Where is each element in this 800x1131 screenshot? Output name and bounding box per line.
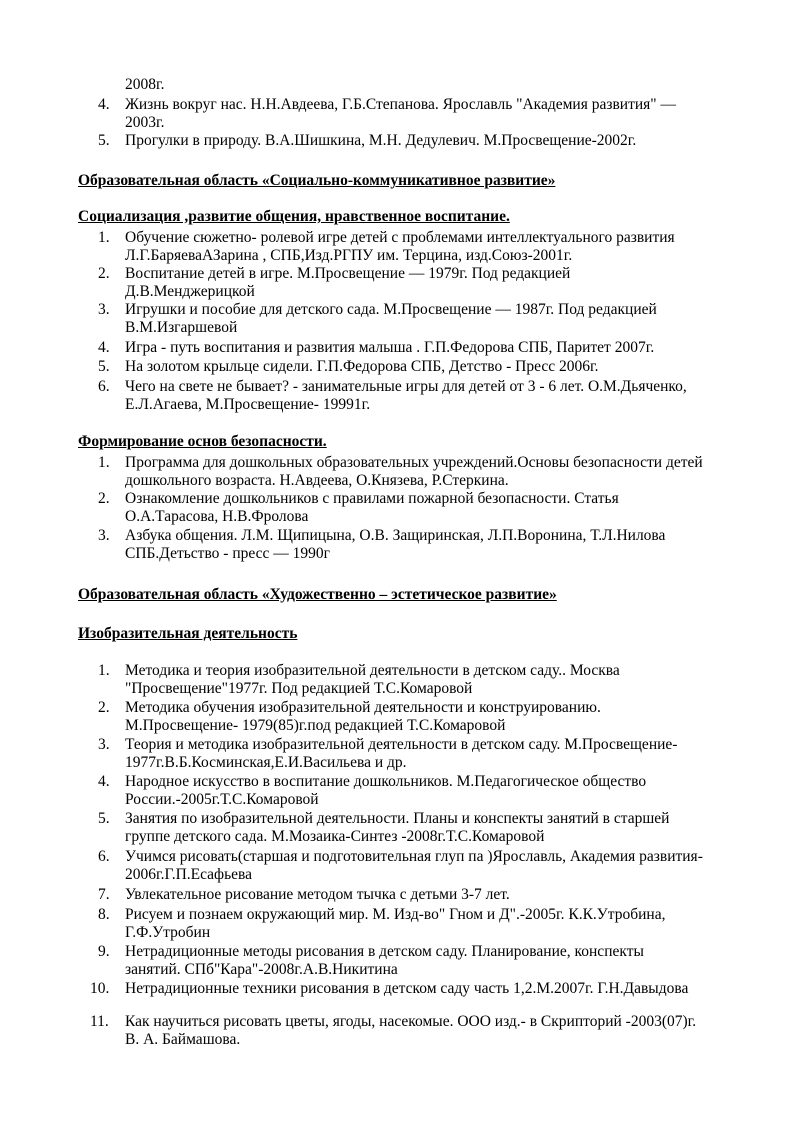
list-item-number: 5. [98,132,110,149]
list-item-line: России.-2005г.Т.С.Комаровой [125,791,319,808]
list-item-line: Методика обучения изобразительной деятельности и конструированию. [125,699,601,716]
heading-artistic-aesthetic: Образовательная область «Художественно – эстетическое развитие» [78,586,557,603]
list-item-text [125,132,745,150]
list-item-line: Занятия по изобразительной деятельности. Планы и конспекты занятий в старшей [125,810,670,827]
list-item-line: Нетрадиционные техники рисования в детском саду часть 1,2.М.2007г. Г.Н.Давыдова [125,980,689,997]
list-item-line: Обучение сюжетно- ролевой игре детей с проблемами интеллектуального развития [125,229,675,246]
list-item-number: 6. [98,848,110,865]
list-item-number: 4. [98,339,110,356]
list-item-number: 2. [98,490,110,507]
list-item-text [125,848,745,884]
list-item-text [125,378,745,414]
list-item-line: "Просвещение"1977г. Под редакцией Т.С.Комаровой [125,680,473,697]
list-item-number: 2. [98,265,110,282]
list-item-text [125,229,745,265]
list-item-line: Как научиться рисовать цветы, ягоды, насекомые. ООО изд.- в Скрипторий -2003(07)г. [125,1013,697,1030]
list-item-number: 11. [90,1013,109,1030]
list-item-text [125,527,745,563]
list-item-text [125,773,745,809]
list-item-text [125,906,745,942]
list-item-line: 2003г. [125,114,165,131]
list-item-number: 2. [98,699,110,716]
list-item-line: Азбука общения. Л.М. Щипицына, О.В. Защиринская, Л.П.Воронина, Т.Л.Нилова [125,527,666,544]
list-item-text [125,699,745,735]
list-item-text [125,943,745,979]
list-item-text [125,1013,745,1049]
list-item-line: Д.В.Менджерицкой [125,283,255,300]
list-item-number: 4. [98,773,110,790]
list-item-number: 4. [98,96,110,113]
list-item-line: Нетрадиционные методы рисования в детском саду. Планирование, конспекты [125,943,644,960]
list-item-number: 1. [98,662,110,679]
list-item-line: О.А.Тарасова, Н.В.Фролова [125,508,309,525]
list-item-text [125,454,745,490]
list-item-number: 5. [98,810,110,827]
heading-socialization: Социализация ,развитие общения, нравственное воспитание. [78,208,510,225]
list-item-line: В. А. Баймашова. [125,1031,241,1048]
list-item-line: группе детского сада. М.Мозаика-Синтез -2008г.Т.С.Комаровой [125,828,545,845]
list-item-line: занятий. СПб"Кара"-2008г.А.В.Никитина [125,961,398,978]
list-item-number: 6. [98,378,110,395]
list-item-line: Прогулки в природу. В.А.Шишкина, М.Н. Дедулевич. М.Просвещение-2002г. [125,132,637,149]
list-item-line: Воспитание детей в игре. М.Просвещение — 1979г. Под редакцией [125,265,571,282]
list-item-number: 5. [98,358,110,375]
list-item-line: Чего на свете не бывает? - занимательные игры для детей от 3 - 6 лет. О.М.Дьяченко, [125,378,687,395]
list-item-line: Рисуем и познаем окружающий мир. М. Изд-во" Гном и Д".-2005г. К.К.Утробина, [125,906,666,923]
list-item-line: На золотом крыльце сидели. Г.П.Федорова СПБ, Детство - Пресс 2006г. [125,358,599,375]
list-item-line: М.Просвещение- 1979(85)г.под редакцией Т.С.Комаровой [125,717,506,734]
heading-social-communicative: Образовательная область «Социально-коммуникативное развитие» [78,172,556,189]
list-item-number: 9. [98,943,110,960]
list-item-text [125,662,745,698]
list-item-line: Жизнь вокруг нас. Н.Н.Авдеева, Г.Б.Степанова. Ярославль "Академия развития" — [125,96,676,113]
list-item-text [125,980,745,998]
list-item-text [125,810,745,846]
list-item-text [125,265,745,301]
list-item-line: Игра - путь воспитания и развития малыша . Г.П.Федорова СПБ, Паритет 2007г. [125,339,655,356]
heading-visual-activity: Изобразительная деятельность [78,625,298,642]
list-item-number: 7. [98,886,110,903]
list-item-line: Игрушки и пособие для детского сада. М.Просвещение — 1987г. Под редакцией [125,301,657,318]
list-item-number: 3. [98,527,110,544]
list-item-line: В.М.Изгаршевой [125,319,238,336]
list-item-text [125,490,745,526]
list-item-line: Г.Ф.Утробин [125,924,211,941]
heading-safety: Формирование основ безопасности. [78,433,327,450]
list-item-line: 1977г.В.Б.Косминская,Е.И.Васильева и др. [125,754,407,771]
list-item-number: 3. [98,736,110,753]
list-item-number: 3. [98,301,110,318]
list-item-number: 8. [98,906,110,923]
list-item-line: 2006г.Г.П.Есафьева [125,866,253,883]
list-item-text [125,736,745,772]
list-item-line: Увлекательное рисование методом тычка с детьми 3-7 лет. [125,886,510,903]
list-item-text [125,301,745,337]
list-item-line: Ознакомление дошкольников с правилами пожарной безопасности. Статья [125,490,619,507]
list-item-number: 1. [98,454,110,471]
continuation-line: 2008г. [125,76,165,93]
list-item-line: Программа для дошкольных образовательных учреждений.Основы безопасности детей [125,454,703,471]
list-item-text [125,96,745,132]
list-item-line: Методика и теория изобразительной деятельности в детском саду.. Москва [125,662,620,679]
list-item-text [125,339,745,357]
list-item-text [125,886,745,904]
list-item-line: Учимся рисовать(старшая и подготовительная глуп па )Ярославль, Академия развития- [125,848,703,865]
list-item-line: Теория и методика изобразительной деятельности в детском саду. М.Просвещение- [125,736,678,753]
list-item-number: 1. [98,229,110,246]
list-item-line: СПБ.Детьство - пресс — 1990г [125,545,330,562]
list-item-line: Народное искусство в воспитание дошкольников. М.Педагогическое общество [125,773,647,790]
list-item-line: Е.Л.Агаева, М.Просвещение- 19991г. [125,396,371,413]
list-item-number: 10. [90,980,110,997]
list-item-line: дошкольного возраста. Н.Авдеева, О.Князева, Р.Стеркина. [125,472,509,489]
list-item-text [125,358,745,376]
list-item-line: Л.Г.БаряеваАЗарина , СПБ,Изд.РГПУ им. Терцина, изд.Союз-2001г. [125,247,573,264]
